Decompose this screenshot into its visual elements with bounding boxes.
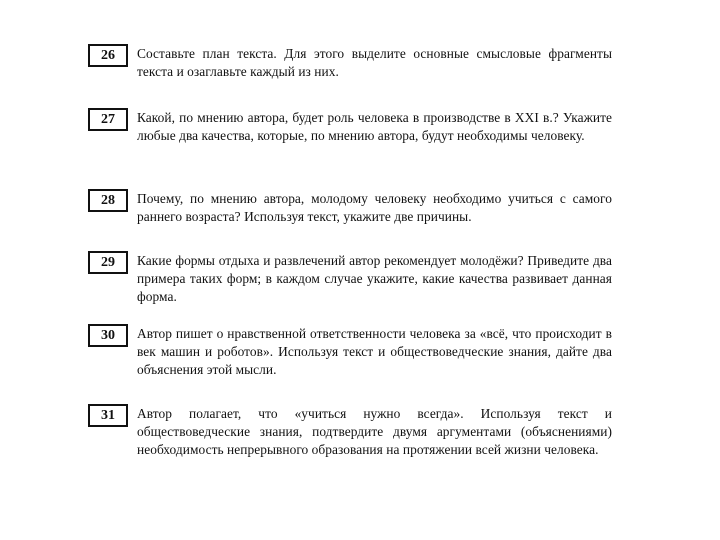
task-number: 27 <box>88 108 128 131</box>
task-text: Составьте план текста. Для этого выделите основные смысловые фрагменты текста и озаглавьте каждый из них. <box>137 46 612 79</box>
task-text: Какой, по мнению автора, будет роль человека в производстве в XXI в.? Укажите любые два качества, которые, по мнению автора, будут необходимы человеку. <box>137 110 612 143</box>
task-text: Почему, по мнению автора, молодому человеку необходимо учиться с самого раннего возраста? Используя текст, укажите две причины. <box>137 191 612 224</box>
task-number: 28 <box>88 189 128 212</box>
task-number: 30 <box>88 324 128 347</box>
task-text: Автор полагает, что «учиться нужно всегда». Используя текст и обществоведческие знания, подтвердите двумя аргументами (объяснениями) необходимость непрерывного образования на протяжении всей жизни человека. <box>137 406 612 457</box>
task-number: 31 <box>88 404 128 427</box>
task-number: 29 <box>88 251 128 274</box>
task-number: 26 <box>88 44 128 67</box>
task-text: Какие формы отдыха и развлечений автор рекомендует молодёжи? Приведите два примера таких форм; в каждом случае укажите, какие качества развивает данная форма. <box>137 253 612 304</box>
task-text: Автор пишет о нравственной ответственности человека за «всё, что происходит в век машин и роботов». Используя текст и обществоведческие знания, дайте два объяснения этой мысли. <box>137 326 612 377</box>
